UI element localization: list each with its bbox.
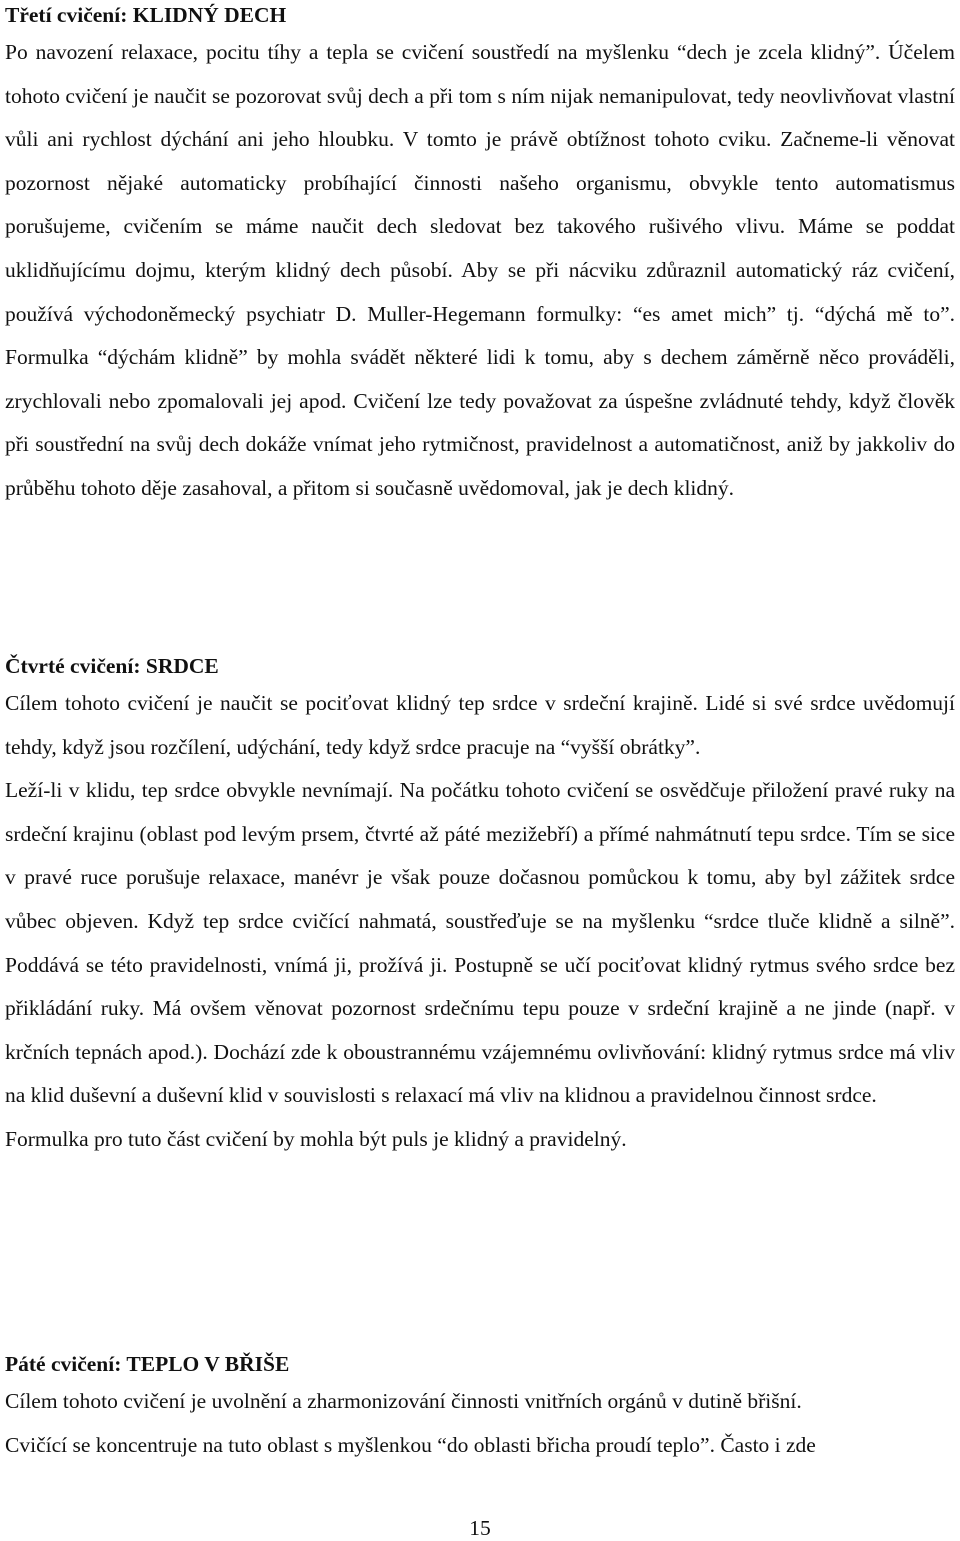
paragraph: Cílem tohoto cvičení je uvolnění a zharmonizování činnosti vnitřních orgánů v dutině břišní. [5, 1389, 802, 1413]
paragraph: Leží-li v klidu, tep srdce obvykle nevnímají. Na počátku tohoto cvičení se osvědčuje přiložení pravé ruky na srdeční krajinu (oblast pod levým prsem, čtvrté až páté mezižebří) a přímé nahmátnutí tepu srdce. Tím se sice v pravé ruce porušuje relaxace, manévr je však pouze dočasnou pomůckou k tomu, aby byl zážitek srdce vůbec objeven. Když tep srdce cvičící nahmatá, soustřeďuje se na myšlenku “srdce tluče klidně a silně”. Poddává se této pravidelnosti, vnímá ji, prožívá ji. Postupně se učí pociťovat klidný rytmus svého srdce bez přikládání ruky. Má ovšem věnovat pozornost srdečnímu tepu pouze v srdeční krajině a ne jinde (např. v krčních tepnách apod.). Dochází zde k oboustrannému vzájemnému ovlivňování: klidný rytmus srdce má vliv na klid duševní a duševní klid v souvislosti s relaxací má vliv na klidnou a pravidelnou činnost srdce. [5, 778, 955, 1108]
paragraph: Formulka pro tuto část cvičení by mohla být puls je klidný a pravidelný. [5, 1126, 627, 1151]
section-title: Třetí cvičení: KLIDNÝ DECH [5, 3, 287, 27]
section-heart [5, 651, 955, 1162]
paragraph: Po navození relaxace, pocitu tíhy a tepla se cvičení soustředí na myšlenku “dech je zcela klidný”. Účelem tohoto cvičení je naučit se pozorovat svůj dech a při tom s ním nijak nemanipulovat, tedy neovlivňovat vlastní vůli ani rychlost dýchání ani jeho hloubku. V tomto je právě obtížnost tohoto cviku. Začneme-li věnovat pozornost nějaké automaticky probíhající činnosti našeho organismu, obvykle tento automatismus porušujeme, cvičením se máme naučit dech sledovat bez takového rušivého vlivu. Máme se poddat uklidňujícímu dojmu, kterým klidný dech působí. Aby se při nácviku zdůraznil automatický ráz cvičení, používá východoněmecký psychiatr D. Muller-Hegemann formulky: “es amet mich” tj. “dýchá mě to”. Formulka “dýchám klidně” by mohla svádět některé lidi k tomu, aby s dechem záměrně něco prováděli, zrychlovali nebo zpomalovali jej apod. Cvičení lze tedy považovat za úspešne zvládnuté tehdy, když člověk při soustřední na svůj dech dokáže vnímat jeho rytmičnost, pravidelnost a automatičnost, aniž by jakkoliv do průběhu tohoto děje zasahoval, a přitom si současně uvědomoval, jak je dech klidný. [5, 40, 955, 500]
section-title: Čtvrté cvičení: SRDCE [5, 654, 219, 678]
page-number: 15 [469, 1516, 491, 1540]
section-title: Páté cvičení: TEPLO V BŘIŠE [5, 1352, 290, 1376]
paragraph: Cílem tohoto cvičení je naučit se pociťovat klidný tep srdce v srdeční krajině. Lidé si své srdce uvědomují tehdy, když jsou rozčílení, udýchání, tedy když srdce pracuje na “vyšší obrátky”. [5, 691, 955, 759]
section-breathing [5, 0, 955, 511]
section-abdomen-warmth [5, 1349, 955, 1467]
paragraph: Cvičící se koncentruje na tuto oblast s myšlenkou “do oblasti břicha proudí teplo”. Často i zde [5, 1432, 816, 1457]
